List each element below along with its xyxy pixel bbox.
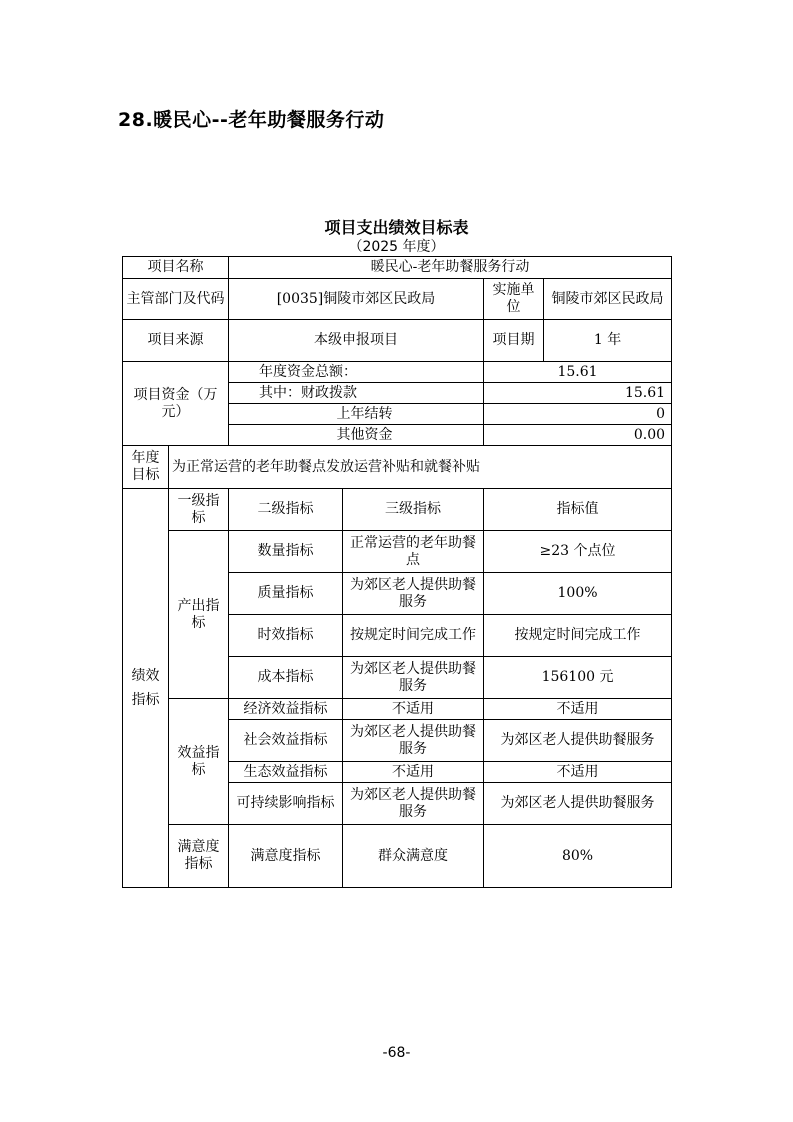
indicator-level2: 时效指标 [229,615,343,657]
funds-label: 项目资金（万元） [123,362,229,446]
indicator-value: 按规定时间完成工作 [484,615,672,657]
source-value: 本级申报项目 [229,320,484,362]
project-name-value: 暖民心-老年助餐服务行动 [229,257,672,279]
group-output: 产出指标 [169,531,229,699]
indicator-value: 不适用 [484,762,672,783]
indicator-value: 100% [484,573,672,615]
indicator-level2: 成本指标 [229,657,343,699]
indicator-level2: 数量指标 [229,531,343,573]
period-label: 项目期 [484,320,544,362]
source-label: 项目来源 [123,320,229,362]
indicator-level3: 正常运营的老年助餐点 [343,531,484,573]
header-level1: 一级指标 [169,489,229,531]
page-number: -68- [382,1045,411,1061]
table-title: 项目支出绩效目标表 [324,218,469,237]
indicator-value: 156100 元 [484,657,672,699]
header-level3: 三级指标 [343,489,484,531]
dept-value: [0035]铜陵市郊区民政局 [229,279,484,320]
project-name-label: 项目名称 [123,257,229,279]
impl-unit-label: 实施单位 [484,279,544,320]
funds-fiscal-value: 15.61 [484,383,672,404]
section-heading: 28.暖民心--老年助餐服务行动 [118,109,385,131]
indicator-level3: 为郊区老人提供助餐服务 [343,573,484,615]
group-satisfaction: 满意度指标 [169,825,229,888]
indicator-value: 为郊区老人提供助餐服务 [484,720,672,762]
header-level2: 二级指标 [229,489,343,531]
indicator-level3: 为郊区老人提供助餐服务 [343,720,484,762]
annual-goal-value: 为正常运营的老年助餐点发放运营补贴和就餐补贴 [169,446,672,489]
indicator-level2: 经济效益指标 [229,699,343,720]
indicator-level3: 为郊区老人提供助餐服务 [343,783,484,825]
indicator-level3: 不适用 [343,762,484,783]
funds-carry-label: 上年结转 [229,404,484,425]
indicator-level2: 社会效益指标 [229,720,343,762]
funds-fiscal-label: 其中：财政拨款 [229,383,484,404]
period-value: 1 年 [544,320,672,362]
group-benefit: 效益指标 [169,699,229,825]
dept-label: 主管部门及代码 [123,279,229,320]
indicator-value: 为郊区老人提供助餐服务 [484,783,672,825]
table-year: （2025 年度） [348,239,445,255]
indicator-level2: 质量指标 [229,573,343,615]
indicator-value: 不适用 [484,699,672,720]
indicator-level3: 按规定时间完成工作 [343,615,484,657]
indicator-level2: 可持续影响指标 [229,783,343,825]
annual-goal-label: 年度目标 [123,446,169,489]
funds-carry-value: 0 [484,404,672,425]
funds-total-value: 15.61 [484,362,672,383]
perf-label: 绩效指标 [123,489,169,888]
indicator-level3: 群众满意度 [343,825,484,888]
impl-unit-value: 铜陵市郊区民政局 [544,279,672,320]
performance-target-table [122,256,672,888]
indicator-level2: 生态效益指标 [229,762,343,783]
funds-other-label: 其他资金 [229,425,484,446]
indicator-level2: 满意度指标 [229,825,343,888]
indicator-value: 80% [484,825,672,888]
indicator-level3: 为郊区老人提供助餐服务 [343,657,484,699]
funds-other-value: 0.00 [484,425,672,446]
indicator-level3: 不适用 [343,699,484,720]
indicator-value: ≥23 个点位 [484,531,672,573]
funds-total-label: 年度资金总额： [229,362,484,383]
header-value: 指标值 [484,489,672,531]
